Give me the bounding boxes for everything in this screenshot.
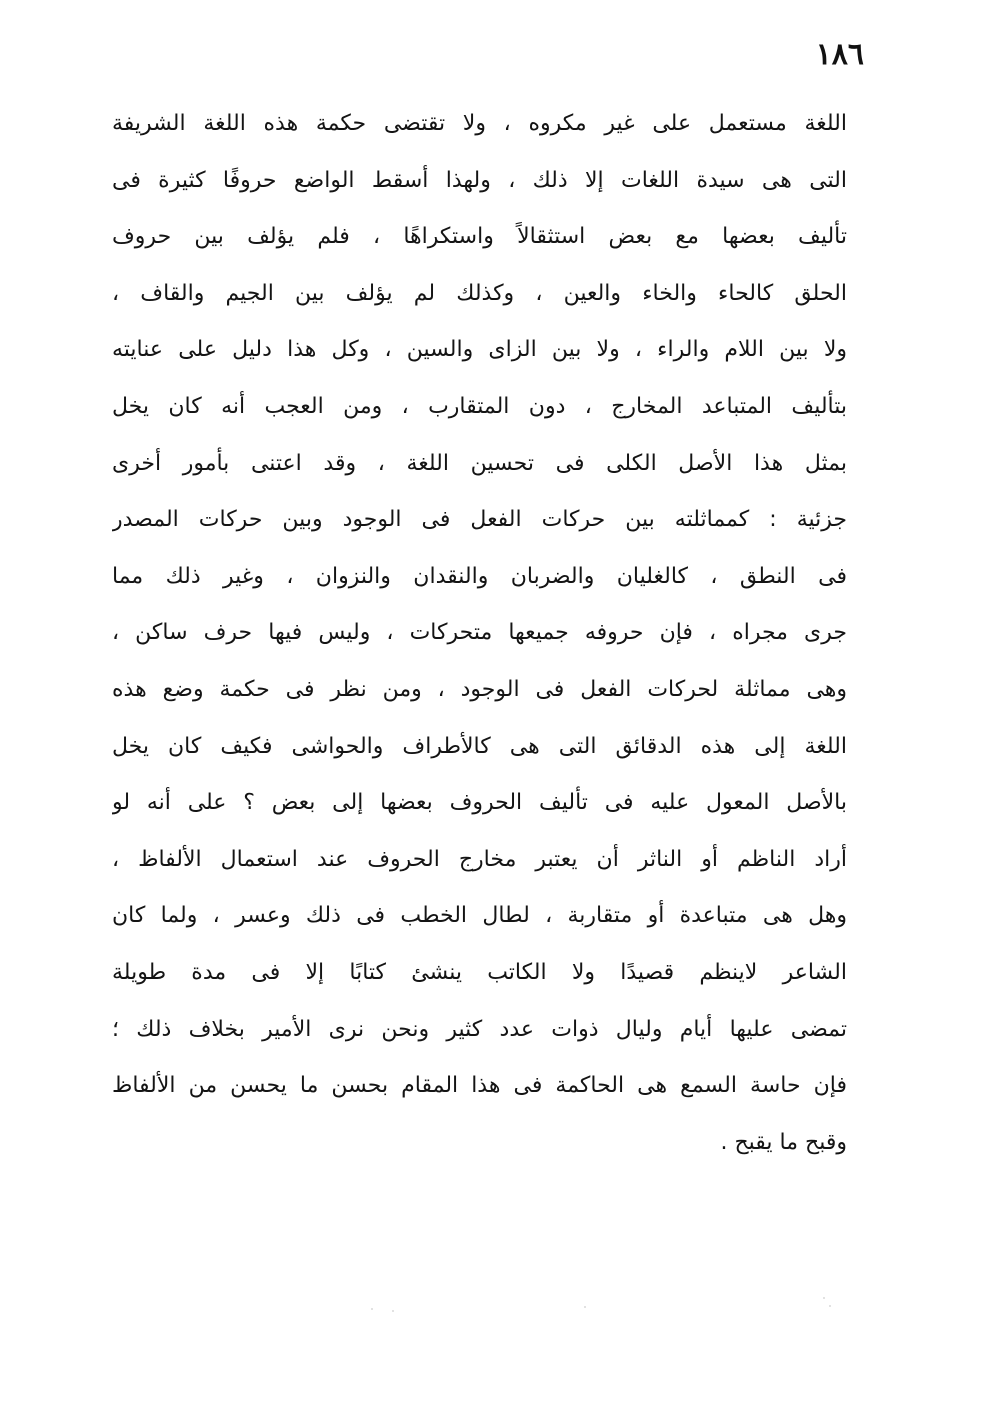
text-line: بالأصل المعول عليه فى تأليف الحروف بعضها إلى بعض ؟ على أنه لو [112,790,847,816]
text-line: تأليف بعضها مع بعض استثقالاً واستكراهًا ، فلم يؤلف بين حروف [112,224,847,250]
body-text [112,96,847,1171]
text-line: الشاعر لاينظم قصيدًا ولا الكاتب ينشئ كتابًا إلا فى مدة طويلة [112,959,847,985]
text-line: وهل هى متباعدة أو متقاربة ، لطال الخطب فى ذلك وعسر ، ولما كان [112,903,847,929]
text-line: فى النطق ، كالغليان والضربان والنقدان والنزوان ، وغير ذلك مما [112,563,847,589]
scan-speck [584,1306,586,1308]
scan-speck [392,1310,394,1312]
text-line: فإن حاسة السمع هى الحاكمة فى هذا المقام بحسن ما يحسن من الألفاظ [112,1073,847,1099]
scan-speck [829,1305,831,1307]
text-line: أراد الناظم أو الناثر أن يعتبر مخارج الحروف عند استعمال الألفاظ ، [112,846,847,872]
text-line: اللغة مستعمل على غير مكروه ، ولا تقتضى حكمة هذه اللغة الشريفة [112,111,847,136]
text-line: التى هى سيدة اللغات إلا ذلك ، ولهذا أسقط الواضع حروفًا كثيرة فى [112,167,847,193]
text-line: جزئية : كمماثلته بين حركات الفعل فى الوجود وبين حركات المصدر [112,507,847,533]
text-line: بتأليف المتباعد المخارج ، دون المتقارب ، ومن العجب أنه كان يخل [112,393,847,419]
text-line: تمضى عليها أيام وليال ذوات عدد كثير ونحن نرى الأمير بخلاف ذلك ؛ [112,1016,847,1042]
text-line: الحلق كالحاء والخاء والعين ، وكذلك لم يؤلف بين الجيم والقاف ، [112,280,847,306]
text-line: بمثل هذا الأصل الكلى فى تحسين اللغة ، وقد اعتنى بأمور أخرى [112,450,847,476]
scan-speck [371,1308,373,1310]
scan-speck [823,1297,825,1299]
text-line: وقبح ما يقبح . [720,1129,847,1155]
text-line: اللغة إلى هذه الدقائق التى هى كالأطراف والحواشى فكيف كان يخل [112,733,847,759]
page-number: ١٨٦ [815,37,864,72]
text-line: ولا بين اللام والراء ، ولا بين الزاى والسين ، وكل هذا دليل على عنايته [112,337,847,363]
text-line: جرى مجراه ، فإن حروفه جميعها متحركات ، وليس فيها حرف ساكن ، [112,620,847,646]
text-line: وهى مماثلة لحركات الفعل فى الوجود ، ومن نظر فى حكمة وضع هذه [112,676,847,702]
